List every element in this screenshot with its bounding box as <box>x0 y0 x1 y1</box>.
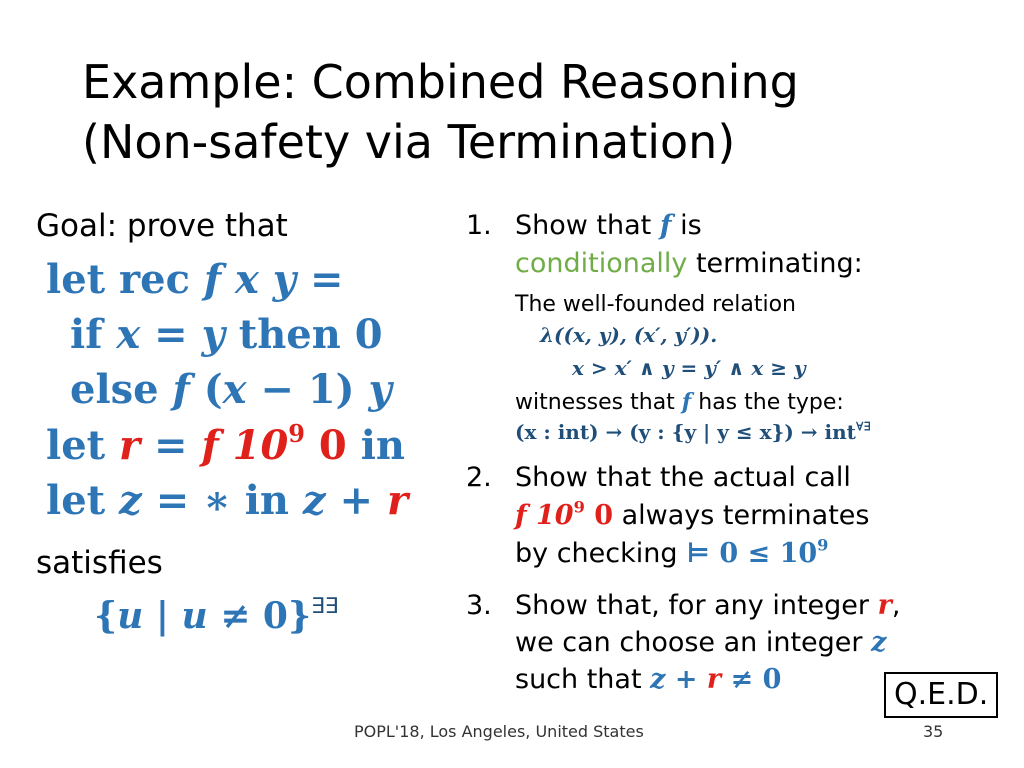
item2-number: 2. <box>466 462 492 493</box>
code-line-3: else f (x − 1) y <box>70 366 392 413</box>
item1-number: 1. <box>466 210 492 241</box>
item1-line-b: conditionally terminating: <box>515 248 863 279</box>
item3-number: 3. <box>466 590 492 621</box>
item3-line-b: we can choose an integer z <box>515 627 887 658</box>
slide-title-line1: Example: Combined Reasoning <box>82 55 799 109</box>
item1-line-a: Show that f is <box>515 210 702 241</box>
slide-title-line2: (Non-safety via Termination) <box>82 115 736 169</box>
item2-line-c: by checking ⊨ $0 \le 10^9$ <box>515 535 829 569</box>
slide-footer: POPL'18, Los Angeles, United States <box>354 722 644 741</box>
item1-type: (x : int) → (y : {y | y ≤ x}) → int∀∃ <box>515 419 872 444</box>
satisfies-label: satisfies <box>36 545 163 581</box>
item1-relation-body: x > x′ ∧ y = y′ ∧ x ≥ y <box>572 356 806 380</box>
goal-label: Goal: prove that <box>36 208 288 244</box>
item2-line-b: f $10^9$ 0 always terminates <box>515 497 870 531</box>
code-line-4: let r = f $10^9$ 0 in <box>46 419 405 469</box>
item3-line-c: such that z + r ≠ 0 <box>515 664 782 695</box>
item2-line-a: Show that the actual call <box>515 462 851 493</box>
code-line-2: if x = y then 0 <box>70 311 383 358</box>
qed-box: Q.E.D. <box>884 672 998 718</box>
item1-relation-label: The well-founded relation <box>515 292 796 317</box>
code-line-1: let rec f x y = <box>46 256 344 303</box>
item1-lambda: λ((x, y), (x′, y′)). <box>540 323 718 347</box>
postcondition-formula: {u | u ≠ 0}∃∃ <box>94 593 339 637</box>
item3-line-a: Show that, for any integer r, <box>515 590 901 621</box>
page-number: 35 <box>923 722 944 741</box>
code-line-5: let z = ∗ in z + r <box>46 477 409 524</box>
item1-witnesses: witnesses that f has the type: <box>515 389 844 415</box>
